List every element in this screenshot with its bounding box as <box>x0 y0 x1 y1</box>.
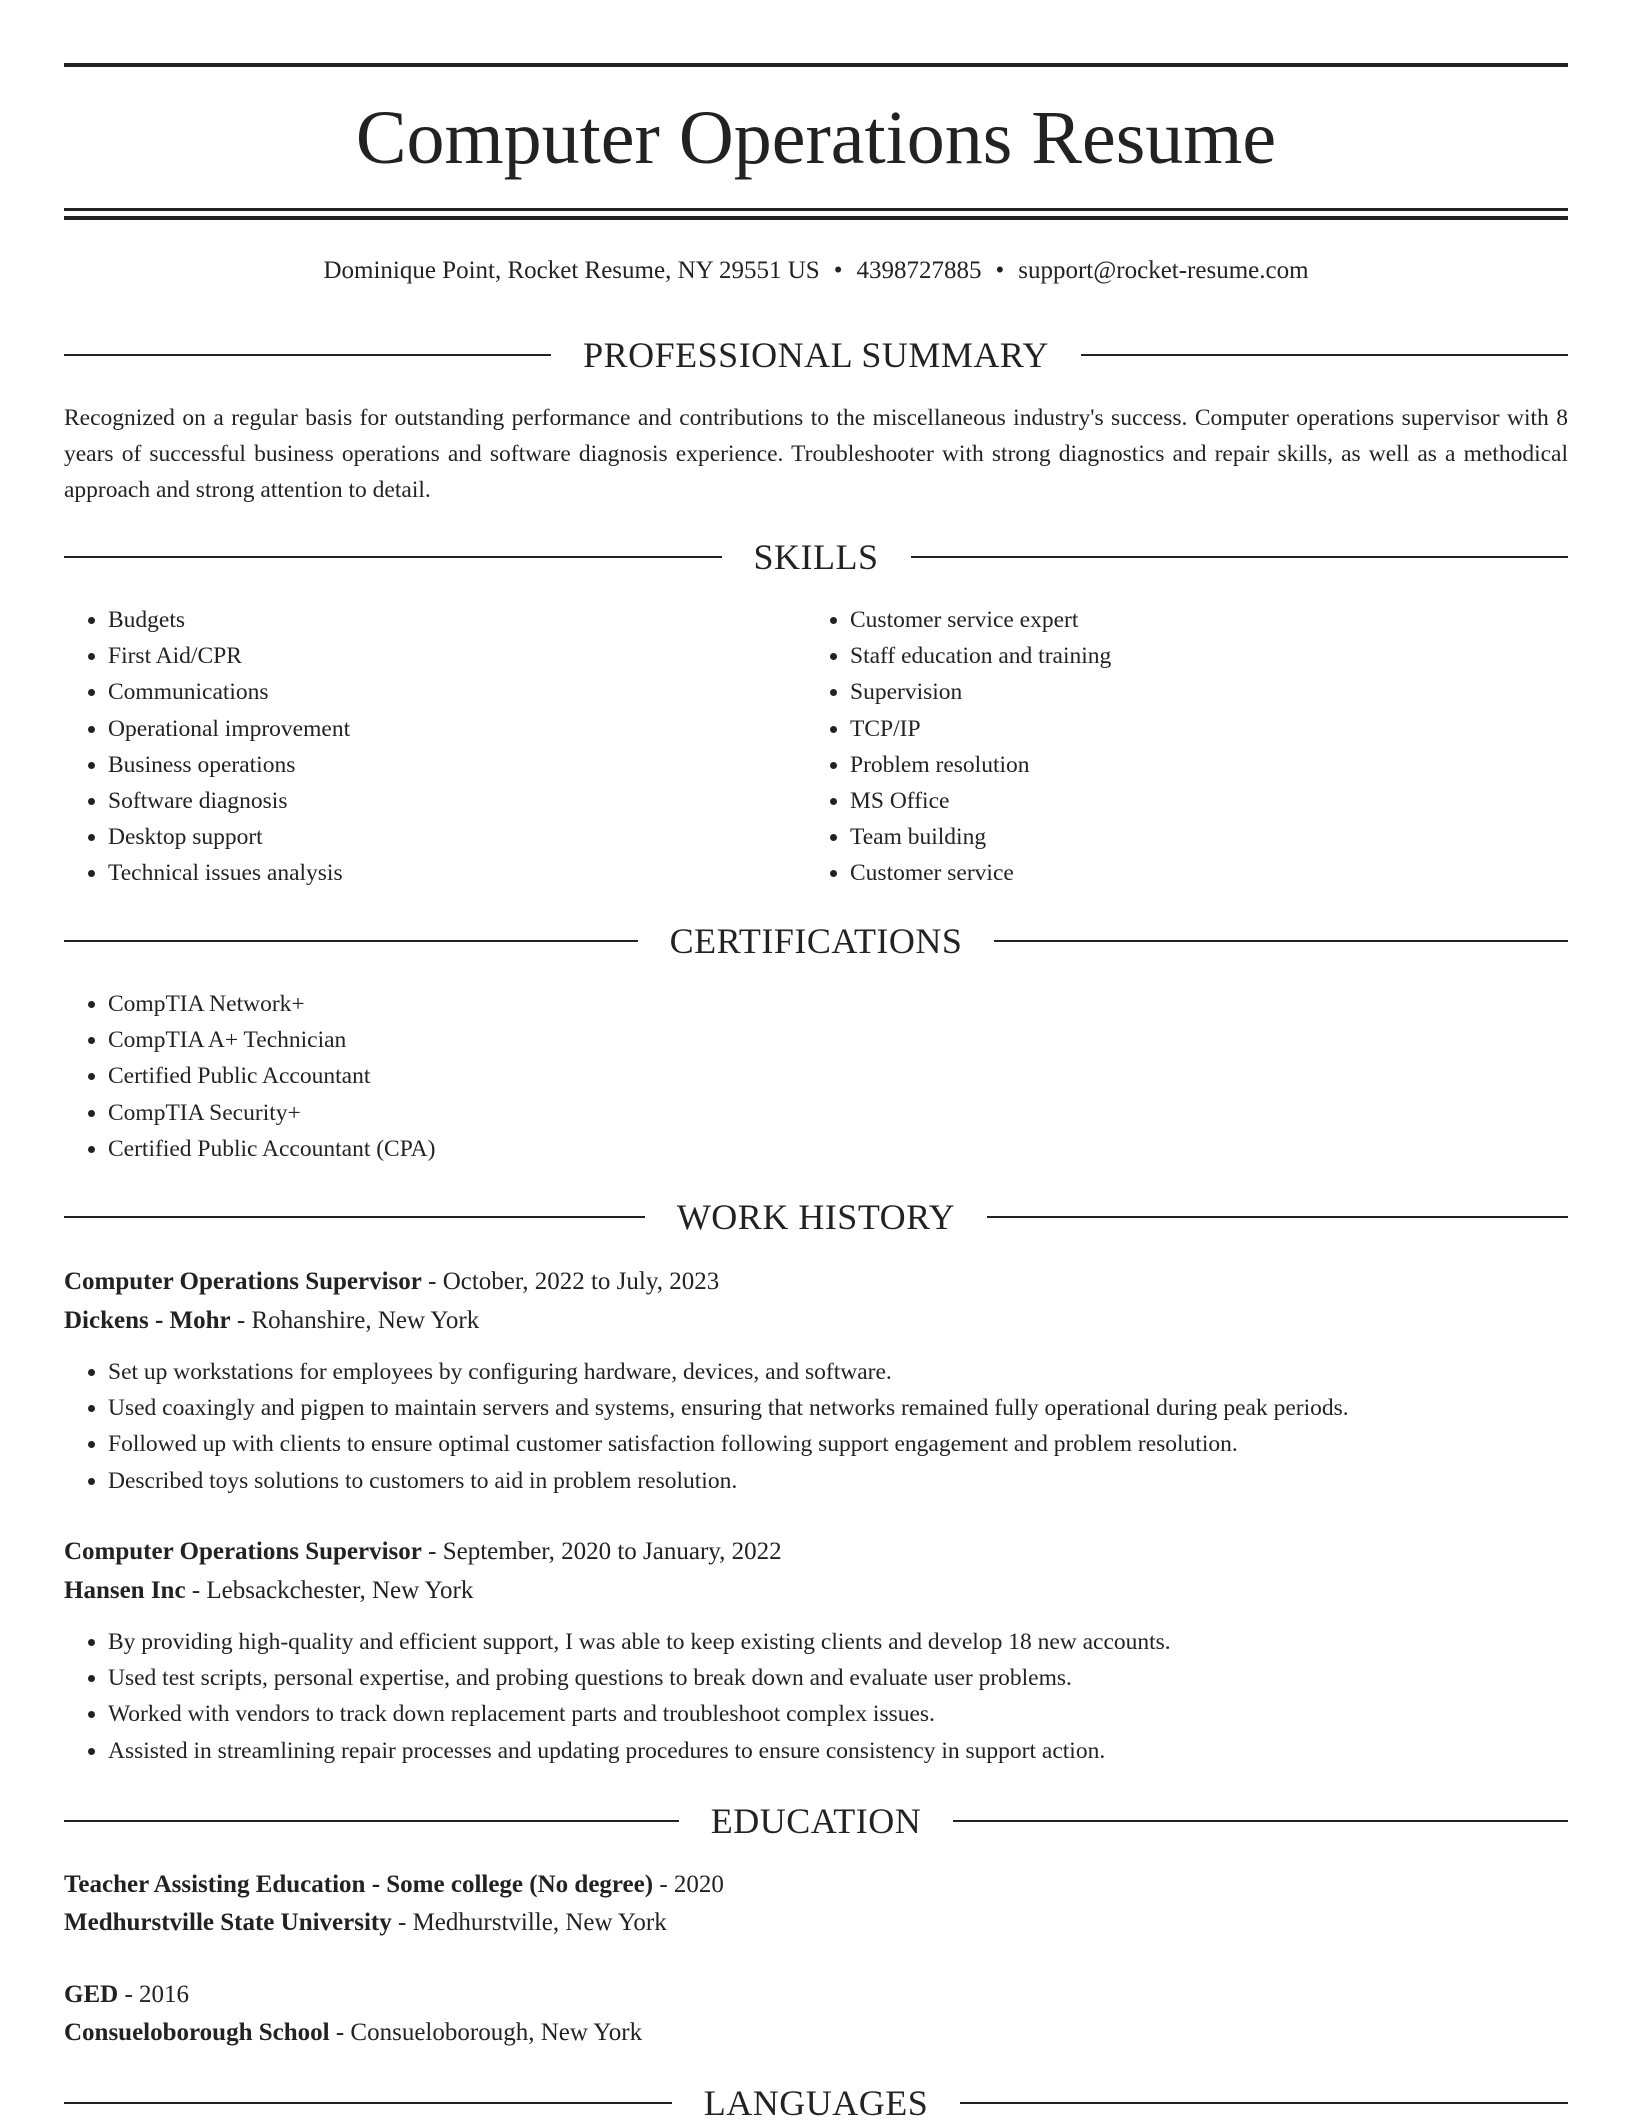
education-school: Medhurstville State University <box>64 1909 392 1936</box>
heading-rule <box>911 556 1569 558</box>
job-company: Hansen Inc <box>64 1577 186 1604</box>
job-location: Rohanshire, New York <box>251 1307 480 1334</box>
skill-item: • Communications <box>108 674 806 710</box>
heading-rule <box>1081 354 1568 356</box>
skill-item: • First Aid/CPR <box>108 638 806 674</box>
heading-rule <box>64 1820 679 1822</box>
education-school: Consueloborough School <box>64 2019 330 2046</box>
education-location: Consueloborough, New York <box>350 2019 643 2046</box>
education-entry <box>64 1866 1568 1942</box>
skill-item: • Desktop support <box>108 819 806 855</box>
contact-address: Dominique Point, Rocket Resume, NY 29551 US <box>323 257 820 284</box>
education-degree: GED <box>64 1981 119 2008</box>
heading-rule <box>64 1216 645 1218</box>
skill-item: • Team building <box>850 819 1548 855</box>
job-entry <box>64 1532 1568 1769</box>
skill-item: • Budgets <box>108 602 806 638</box>
skill-item: • Software diagnosis <box>108 783 806 819</box>
summary-text: Recognized on a regular basis for outstanding performance and contributions to the miscellaneous industry's success. Computer operations supervisor with 8 years of successful business operations and software diagnosis experience. Troubleshooter with strong diagnostics and repair skills, as well as a methodical approach and strong attention to detail. <box>64 405 1568 503</box>
heading-rule <box>953 1820 1568 1822</box>
job-bullet: • Used test scripts, personal expertise, and probing questions to break down and evaluate user problems. <box>108 1660 1568 1696</box>
skill-item: • Staff education and training <box>850 638 1548 674</box>
heading-rule <box>64 2102 672 2104</box>
section-title: CERTIFICATIONS <box>669 921 963 961</box>
skill-item: • Customer service <box>850 855 1548 891</box>
skill-item: • MS Office <box>850 783 1548 819</box>
skill-item: • Customer service expert <box>850 602 1548 638</box>
job-title: Computer Operations Supervisor <box>64 1268 422 1295</box>
section-heading-summary <box>64 330 1568 380</box>
job-title: Computer Operations Supervisor <box>64 1538 422 1565</box>
job-location: Lebsackchester, New York <box>206 1577 474 1604</box>
section-title: PROFESSIONAL SUMMARY <box>583 335 1049 375</box>
contact-separator: • <box>995 257 1005 284</box>
job-dates: September, 2020 to January, 2022 <box>442 1538 782 1565</box>
education-degree-row: Teacher Assisting Education - Some college (No degree) - 2020 <box>64 1871 724 1898</box>
job-entry <box>64 1262 1568 1499</box>
certification-item: • CompTIA Network+ <box>108 986 1568 1022</box>
section-title: LANGUAGES <box>703 2083 929 2123</box>
job-company-row: Dickens - Mohr - Rohanshire, New York <box>64 1307 480 1334</box>
job-dates: October, 2022 to July, 2023 <box>442 1268 720 1295</box>
job-bullet: • Described toys solutions to customers to aid in problem resolution. <box>108 1463 1568 1499</box>
heading-rule <box>987 1216 1568 1218</box>
job-bullet: • Worked with vendors to track down replacement parts and troubleshoot complex issues. <box>108 1696 1568 1732</box>
heading-rule <box>64 354 551 356</box>
education-location: Medhurstville, New York <box>412 1909 667 1936</box>
title-divider-thin <box>64 208 1568 211</box>
job-company: Dickens - Mohr <box>64 1307 231 1334</box>
job-company-row: Hansen Inc - Lebsackchester, New York <box>64 1577 474 1604</box>
skill-item: • Business operations <box>108 747 806 783</box>
certification-item: • Certified Public Accountant (CPA) <box>108 1131 1568 1167</box>
heading-rule <box>64 940 638 942</box>
skill-item: • Technical issues analysis <box>108 855 806 891</box>
job-bullet: • Used coaxingly and pigpen to maintain servers and systems, ensuring that networks remained fully operational during peak periods. <box>108 1390 1568 1426</box>
job-bullet: • Set up workstations for employees by configuring hardware, devices, and software. <box>108 1354 1568 1390</box>
heading-rule <box>994 940 1568 942</box>
section-heading-skills <box>64 532 1568 582</box>
certifications-list <box>64 986 1568 1167</box>
education-entry <box>64 1976 1568 2052</box>
education-degree: Teacher Assisting Education - Some college (No degree) <box>64 1871 654 1898</box>
skill-item: • TCP/IP <box>850 711 1548 747</box>
section-heading-certifications <box>64 916 1568 966</box>
education-year: 2020 <box>673 1871 724 1898</box>
skill-item: • Operational improvement <box>108 711 806 747</box>
skills-column-right <box>806 602 1548 892</box>
certification-item: • Certified Public Accountant <box>108 1058 1568 1094</box>
section-title: WORK HISTORY <box>676 1197 956 1237</box>
section-heading-education <box>64 1796 1568 1846</box>
skill-item: • Problem resolution <box>850 747 1548 783</box>
education-degree-row: GED - 2016 <box>64 1981 190 2008</box>
job-bullet: • Followed up with clients to ensure optimal customer satisfaction following support engagement and problem resolution. <box>108 1426 1568 1462</box>
education-year: 2016 <box>139 1981 190 2008</box>
section-title: EDUCATION <box>710 1801 922 1841</box>
education-school-row: Consueloborough School - Consueloborough, New York <box>64 2019 643 2046</box>
title-divider-thick <box>64 216 1568 220</box>
job-title-row: Computer Operations Supervisor - October, 2022 to July, 2023 <box>64 1268 720 1295</box>
contact-line <box>64 252 1568 290</box>
heading-rule <box>960 2102 1568 2104</box>
section-title: SKILLS <box>753 537 879 577</box>
certification-item: • CompTIA A+ Technician <box>108 1022 1568 1058</box>
contact-separator: • <box>833 257 843 284</box>
page-title: Computer Operations Resume <box>355 96 1277 180</box>
section-heading-work <box>64 1192 1568 1242</box>
job-title-row: Computer Operations Supervisor - September, 2020 to January, 2022 <box>64 1538 782 1565</box>
skills-column-left <box>64 602 806 892</box>
heading-rule <box>64 556 722 558</box>
job-bullets <box>64 1624 1568 1769</box>
job-bullet: • By providing high-quality and efficient support, I was able to keep existing clients and develop 18 new accounts. <box>108 1624 1568 1660</box>
section-heading-languages <box>64 2078 1568 2128</box>
certification-item: • CompTIA Security+ <box>108 1095 1568 1131</box>
contact-phone: 4398727885 <box>856 257 982 284</box>
education-school-row: Medhurstville State University - Medhurstville, New York <box>64 1909 667 1936</box>
job-bullets <box>64 1354 1568 1499</box>
contact-email: support@rocket-resume.com <box>1018 257 1309 284</box>
top-divider <box>64 63 1568 67</box>
skill-item: • Supervision <box>850 674 1548 710</box>
skills-list <box>64 602 1568 892</box>
job-bullet: • Assisted in streamlining repair processes and updating procedures to ensure consistency in support action. <box>108 1733 1568 1769</box>
